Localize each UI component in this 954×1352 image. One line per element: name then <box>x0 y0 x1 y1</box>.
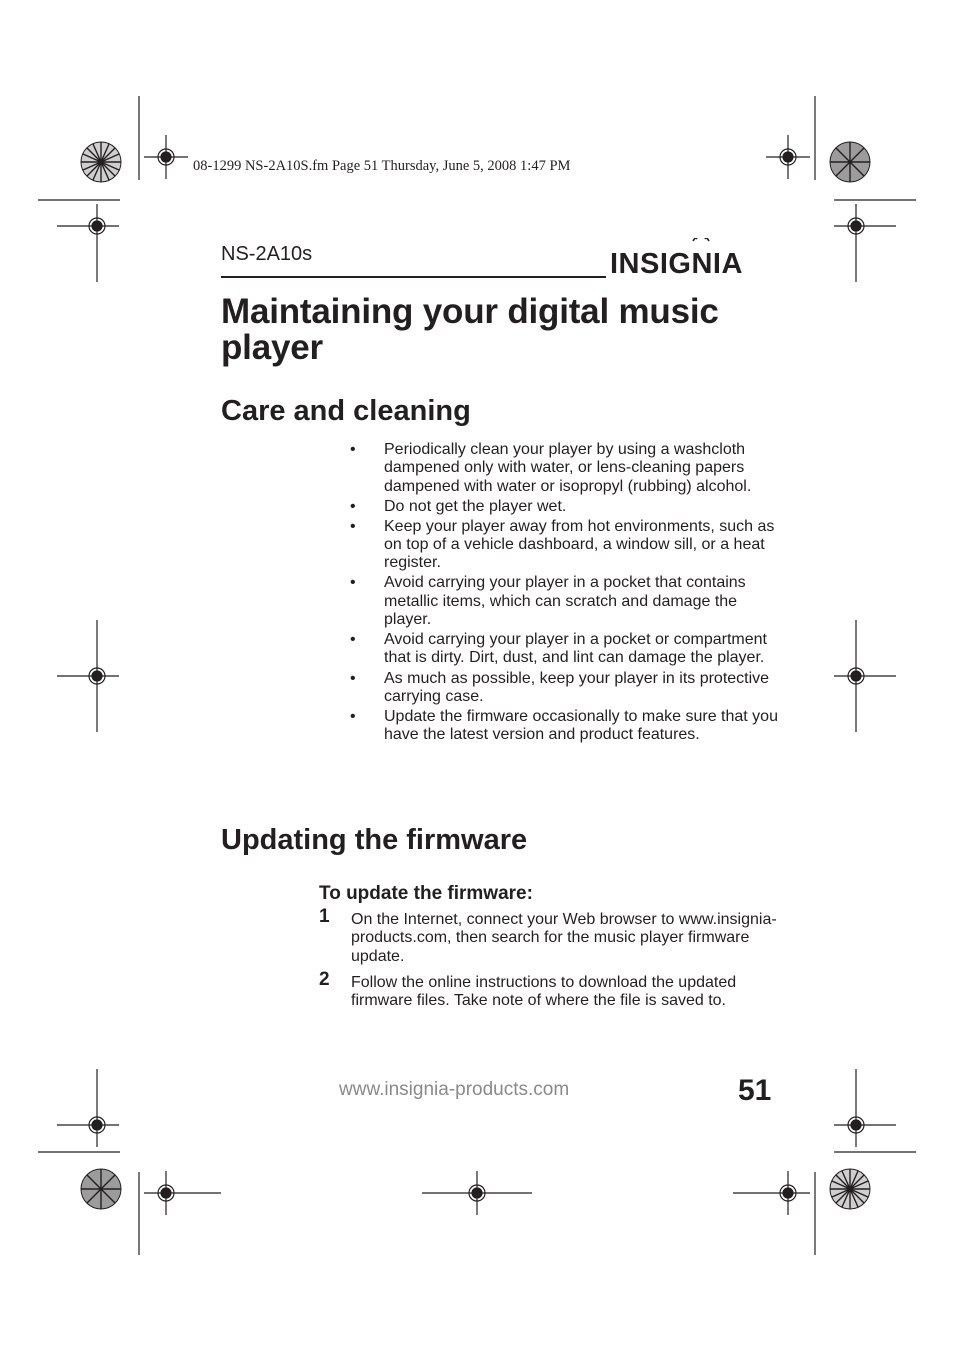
list-item: • Avoid carrying your player in a pocket or compartment that is dirty. Dirt, dust, and lint can damage the player. <box>350 631 767 667</box>
list-item: • Do not get the player wet. <box>350 497 567 515</box>
list-item: • Periodically clean your player by using a washcloth dampened only with water, or lens-cleaning papers dampened with water or isopropyl (rubbing) alcohol. <box>350 441 752 495</box>
list-item: • Keep your player away from hot environments, such as on top of a vehicle dashboard, a window sill, or a heat register. <box>350 517 775 572</box>
bullet-icon: • <box>350 497 356 515</box>
section-heading-care: Care and cleaning <box>221 395 471 427</box>
firmware-steps <box>319 906 789 1018</box>
bullet-icon: • <box>350 574 356 592</box>
bullet-icon: • <box>350 707 356 725</box>
logo-swirl-icon <box>693 238 709 241</box>
insignia-logo-text: INSIGNIA <box>610 248 743 280</box>
step-item <box>319 968 789 1011</box>
step-item <box>319 906 789 966</box>
step-text: Follow the online instructions to download the updated firmware files. Take note of where the file is saved to. <box>351 973 737 1010</box>
header-rule <box>221 276 606 278</box>
bullet-icon: • <box>350 517 356 535</box>
list-item: • Avoid carrying your player in a pocket that contains metallic items, which can scratch and damage the player. <box>350 574 746 629</box>
page-title: Maintaining your digital music player <box>221 292 719 367</box>
section-heading-firmware: Updating the firmware <box>221 824 528 856</box>
bullet-icon: • <box>350 631 356 649</box>
step-text: On the Internet, connect your Web browser to www.insignia-products.com, then search for the music player firmware update. <box>351 911 777 965</box>
procedure-title: To update the firmware: <box>319 883 533 904</box>
bullet-icon: • <box>350 669 356 687</box>
list-item: • Update the firmware occasionally to make sure that you have the latest version and product features. <box>350 707 778 744</box>
bullet-icon: • <box>350 441 356 458</box>
step-number: 2 <box>319 968 330 990</box>
print-slug-line: 08-1299 NS-2A10S.fm Page 51 Thursday, June 5, 2008 1:47 PM <box>193 158 571 174</box>
care-bullet-list <box>347 441 787 746</box>
step-number: 1 <box>319 906 330 927</box>
model-number: NS-2A10s <box>221 243 313 265</box>
insignia-logo <box>610 238 776 282</box>
list-item: • As much as possible, keep your player in its protective carrying case. <box>350 669 770 705</box>
footer-url: www.insignia-products.com <box>339 1079 570 1100</box>
page-number: 51 <box>738 1074 772 1107</box>
